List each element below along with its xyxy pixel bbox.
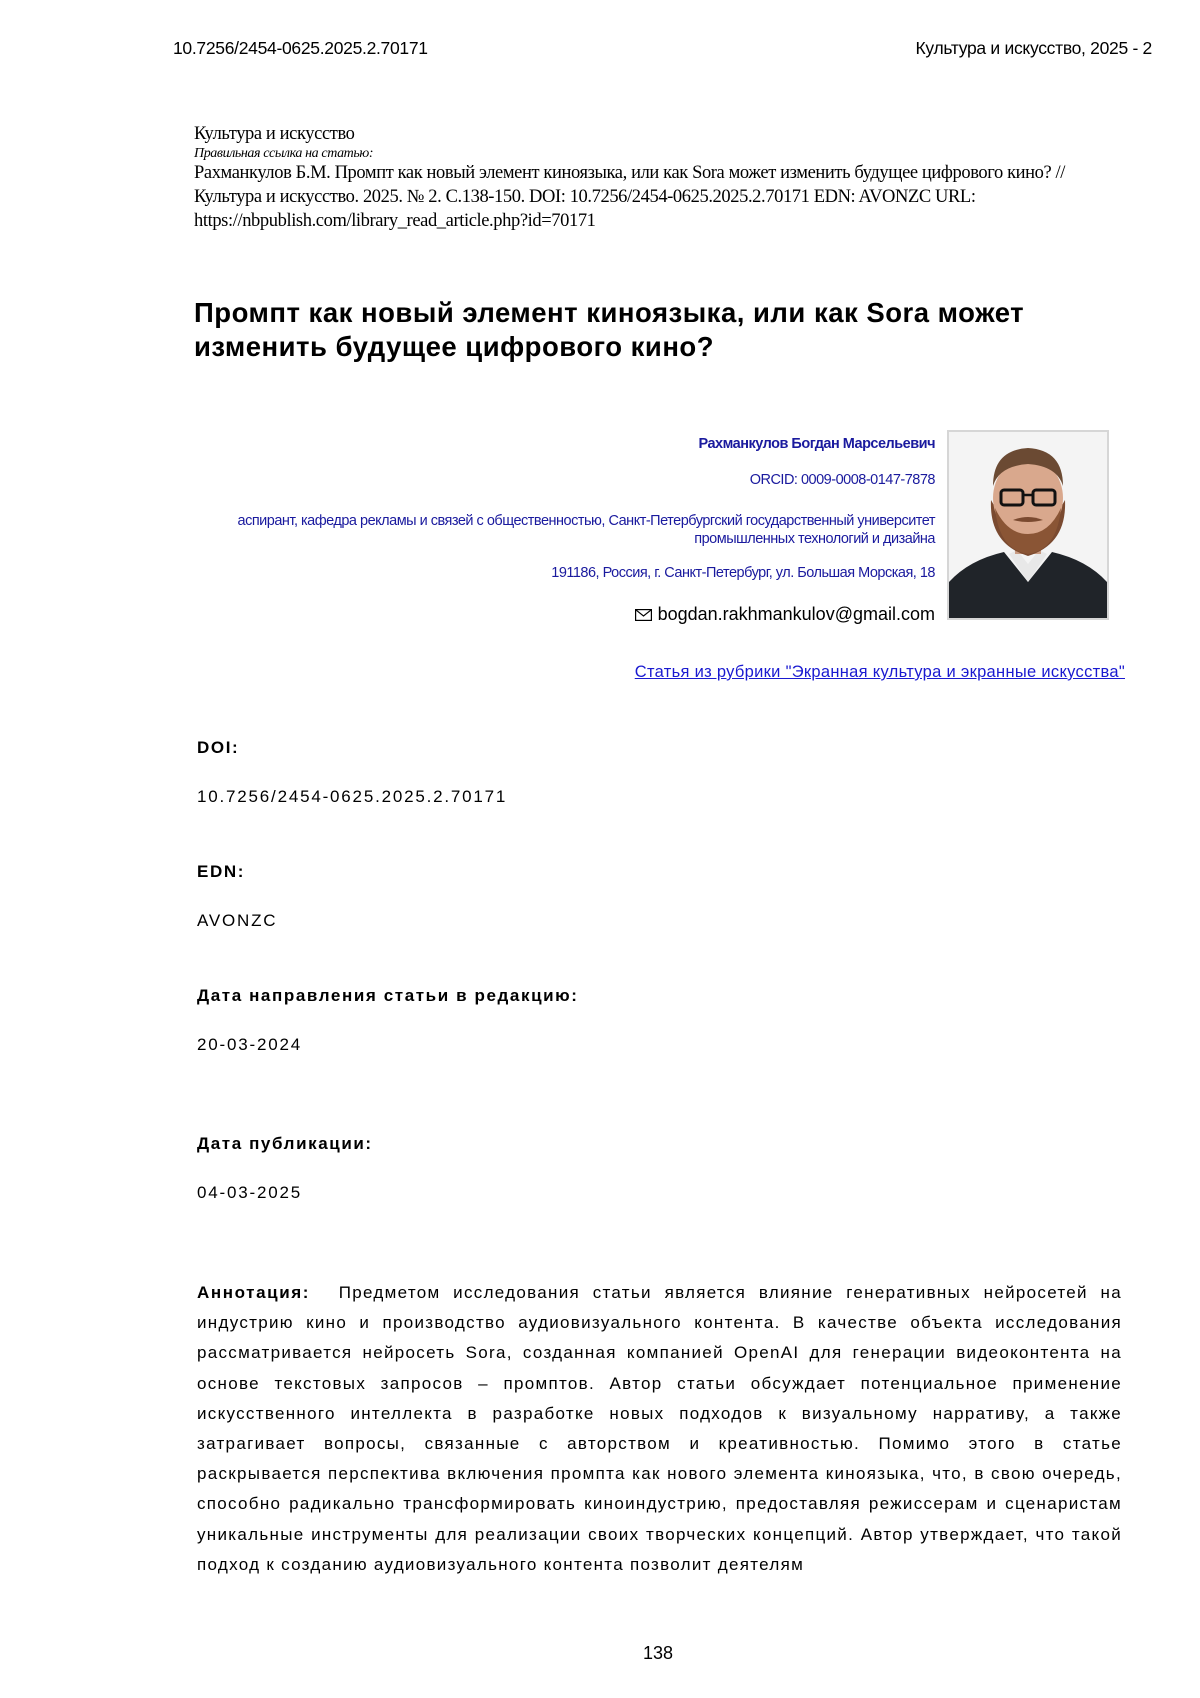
header-doi: 10.7256/2454-0625.2025.2.70171 [173,38,428,58]
citation-note: Правильная ссылка на статью: [194,146,374,161]
edn-label: EDN: [197,862,245,881]
doi-label: DOI: [197,738,240,757]
edn-value: AVONZC [197,911,278,930]
article-title: Промпт как новый элемент киноязыка, или как Sora может изменить будущее цифрового кино? [194,297,1025,362]
rubric-link[interactable]: Статья из рубрики "Экранная культура и экранные искусства" [634,663,1125,681]
author-email[interactable] [635,604,935,625]
published-date-label: Дата публикации: [197,1134,373,1153]
abstract [197,1278,1122,1580]
citation-block [194,122,1134,233]
submitted-date-value: 20-03-2024 [197,1035,302,1054]
author-orcid[interactable]: ORCID: 0009-0008-0147-7878 [749,472,935,488]
author-affiliation: аспирант, кафедра рекламы и связей с общественностью, Санкт-Петербургский государственный университет промышленных технологий и дизайна [237,513,935,547]
author-portrait-image [949,432,1107,618]
page-number: 138 [642,1643,674,1663]
doi-value[interactable]: 10.7256/2454-0625.2025.2.70171 [197,787,508,806]
envelope-icon [635,609,652,621]
author-email-text[interactable]: bogdan.rakhmankulov@gmail.com [657,604,935,624]
citation-reference[interactable]: Рахманкулов Б.М. Промпт как новый элемент киноязыка, или как Sora может изменить будущее цифрового кино? // Культура и искусство. 2025. № 2. С.138-150. DOI: 10.7256/2454-0625.2025.2.70171 EDN: AVONZC URL: https://nbpublish.com/library_read_article.php?id=70171 [194,163,1066,231]
author-photo [947,430,1109,620]
abstract-label: Аннотация: [197,1283,311,1302]
submitted-date-label: Дата направления статьи в редакцию: [197,986,579,1005]
published-date-value: 04-03-2025 [197,1183,302,1202]
header-journal-issue: Культура и искусство, 2025 - 2 [915,38,1152,58]
author-name: Рахманкулов Богдан Марсельевич [698,436,935,452]
author-address: 191186, Россия, г. Санкт-Петербург, ул. Большая Морская, 18 [551,565,935,581]
abstract-text: Предметом исследования статьи является влияние генеративных нейросетей на индустрию кино и производство аудиовизуального контента. В качестве объекта исследования рассматривается нейросеть Sora, созданная компанией OpenAI для генерации видеоконтента на основе текстовых запросов – промптов. Автор статьи обсуждает потенциальное применение искусственного интеллекта в разработке новых подходов к визуальному нарративу, а также затрагивает вопросы, связанные с авторством и креативностью. Помимо этого в статье раскрывается перспектива включения промпта как нового элемента киноязыка, что, в свою очередь, способно радикально трансформировать киноиндустрию, предоставляя режиссерам и сценаристам уникальные инструменты для реализации своих творческих концепций. Автор утверждает, что такой подход к созданию аудиовизуального контента позволит деятелям [197,1283,1122,1574]
citation-journal: Культура и искусство [194,124,355,144]
